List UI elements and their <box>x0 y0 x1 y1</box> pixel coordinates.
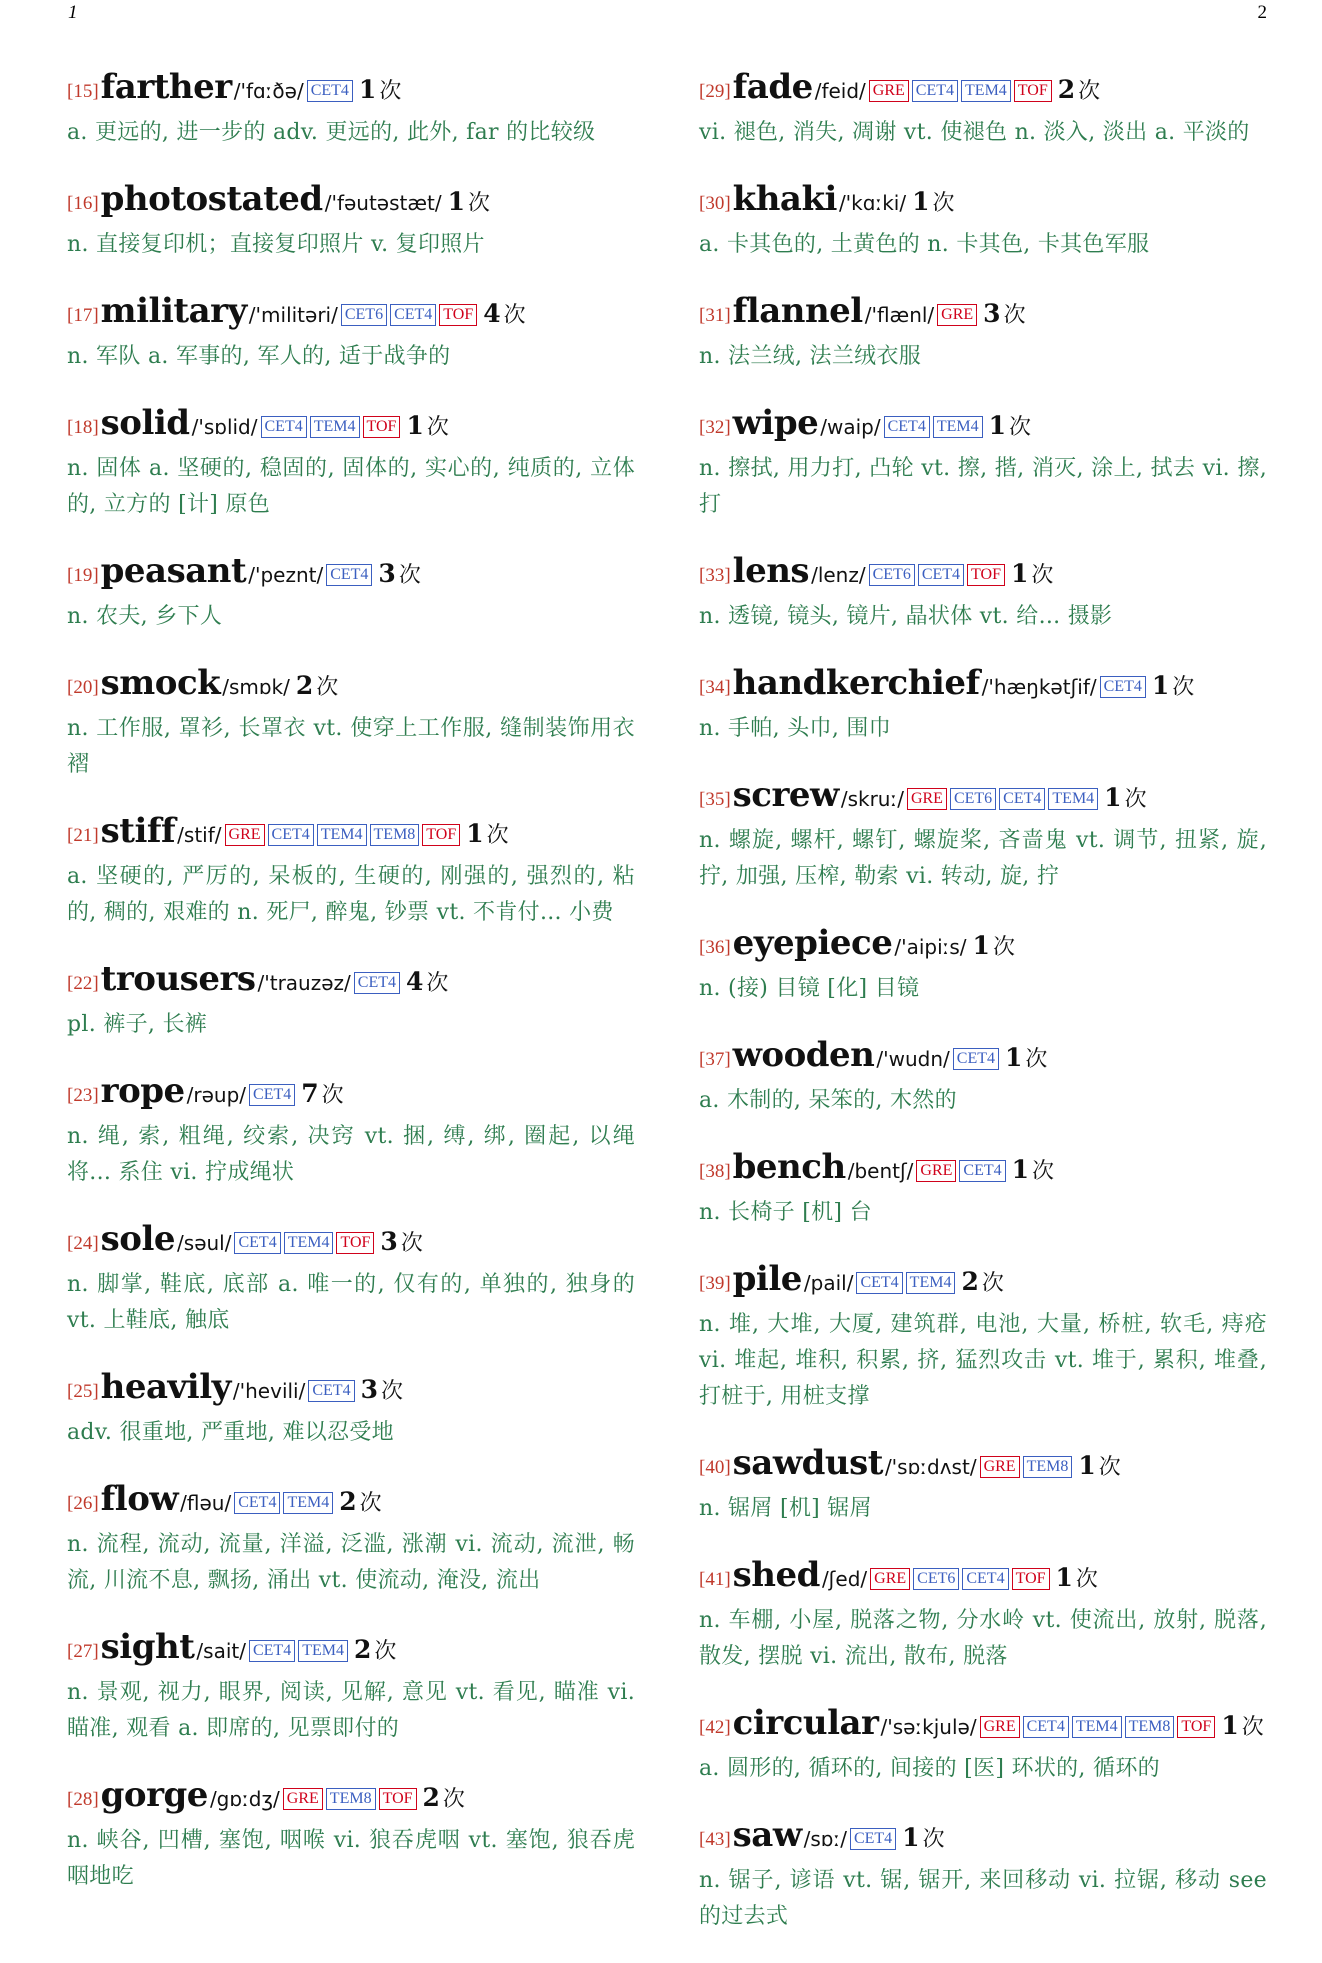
exam-tag-cet6: CET6 <box>341 304 387 326</box>
definition: n. 工作服, 罩衫, 长罩衣 vt. 使穿上工作服, 缝制装饰用衣褶 <box>67 716 635 777</box>
definition: a. 卡其色的, 土黄色的 n. 卡其色, 卡其色军服 <box>699 232 1150 257</box>
exam-tag-gre: GRE <box>937 304 977 326</box>
vocab-entry <box>699 1147 1267 1231</box>
occurrence-count: 1 <box>912 187 930 216</box>
headword: flannel <box>732 291 863 331</box>
headword: flow <box>100 1479 179 1519</box>
exam-tag-tof: TOF <box>439 304 477 326</box>
headword: military <box>100 291 247 331</box>
phonetic: /ʃed/ <box>821 1567 868 1591</box>
phonetic: /'peznt/ <box>248 563 324 587</box>
occurrence-unit: 次 <box>1098 1455 1121 1480</box>
entry-number: [38] <box>699 1161 731 1182</box>
entry-headline <box>67 551 635 597</box>
occurrence-count: 1 <box>1055 1563 1073 1592</box>
entry-headline <box>67 403 635 449</box>
definition: vi. 褪色, 消失, 凋谢 vt. 使褪色 n. 淡入, 淡出 a. 平淡的 <box>699 120 1250 145</box>
entry-number: [43] <box>699 1829 731 1850</box>
occurrence-count: 2 <box>961 1267 979 1296</box>
headword: smock <box>100 663 221 703</box>
occurrence-unit: 次 <box>1075 1567 1098 1592</box>
headword: farther <box>100 67 232 107</box>
exam-tag-cet4: CET4 <box>307 80 353 102</box>
entry-number: [23] <box>67 1085 99 1106</box>
exam-tag-cet4: CET4 <box>249 1084 295 1106</box>
entry-headline <box>699 663 1267 709</box>
occurrence-count: 3 <box>378 559 396 588</box>
vocab-entry <box>67 663 635 783</box>
headword: lens <box>732 551 810 591</box>
entry-headline <box>67 291 635 337</box>
phonetic: /stif/ <box>177 823 222 847</box>
headword: shed <box>732 1555 820 1595</box>
vocab-entry <box>699 67 1267 151</box>
phonetic: /waip/ <box>820 415 881 439</box>
vocab-entry <box>67 179 635 263</box>
exam-tag-tem4: TEM4 <box>317 824 367 846</box>
vocab-entry <box>699 1555 1267 1675</box>
exam-tag-cet4: CET4 <box>326 564 372 586</box>
phonetic: /'sɒːdʌst/ <box>884 1455 977 1479</box>
headword: sight <box>100 1627 195 1667</box>
definition: n. 流程, 流动, 流量, 洋溢, 泛滥, 涨潮 vi. 流动, 流泄, 畅流, 川流不息, 飘扬, 涌出 vt. 使流动, 淹没, 流出 <box>67 1532 635 1593</box>
headword: trousers <box>100 959 256 999</box>
occurrence-count: 4 <box>406 967 424 996</box>
exam-tag-gre: GRE <box>980 1716 1020 1738</box>
phonetic: /səul/ <box>177 1231 232 1255</box>
occurrence-unit: 次 <box>426 971 449 996</box>
occurrence-count: 1 <box>406 411 424 440</box>
entry-number: [19] <box>67 565 99 586</box>
exam-tag-cet4: CET4 <box>856 1272 902 1294</box>
phonetic: /pail/ <box>803 1271 854 1295</box>
occurrence-unit: 次 <box>468 191 491 216</box>
entry-headline <box>699 1259 1267 1305</box>
phonetic: /'flænl/ <box>864 303 935 327</box>
headword: peasant <box>100 551 247 591</box>
headword: wooden <box>732 1035 875 1075</box>
exam-tag-cet4: CET4 <box>1100 676 1146 698</box>
headword: solid <box>100 403 190 443</box>
vocab-entry <box>699 179 1267 263</box>
headword: photostated <box>100 179 323 219</box>
occurrence-unit: 次 <box>1241 1715 1264 1740</box>
headword: fade <box>732 67 813 107</box>
occurrence-unit: 次 <box>374 1639 397 1664</box>
headword: stiff <box>100 811 176 851</box>
entry-headline <box>67 179 635 225</box>
exam-tag-tem8: TEM8 <box>370 824 420 846</box>
headword: sole <box>100 1219 176 1259</box>
definition: n. (接) 目镜 [化] 目镜 <box>699 976 920 1001</box>
occurrence-count: 1 <box>972 931 990 960</box>
exam-tag-cet4: CET4 <box>234 1492 280 1514</box>
entry-headline <box>699 403 1267 449</box>
definition: n. 军队 a. 军事的, 军人的, 适于战争的 <box>67 344 451 369</box>
exam-tag-gre: GRE <box>869 80 909 102</box>
exam-tag-tof: TOF <box>363 416 401 438</box>
occurrence-count: 3 <box>983 299 1001 328</box>
entry-number: [28] <box>67 1789 99 1810</box>
exam-tag-cet4: CET4 <box>999 788 1045 810</box>
entry-headline <box>699 179 1267 225</box>
exam-tag-tem8: TEM8 <box>1023 1456 1073 1478</box>
definition: a. 坚硬的, 严厉的, 呆板的, 生硬的, 刚强的, 强烈的, 粘的, 稠的, 艰难的 n. 死尸, 醉鬼, 钞票 vt. 不肯付... 小费 <box>67 864 635 925</box>
occurrence-unit: 次 <box>1003 303 1026 328</box>
vocab-entry <box>67 959 635 1043</box>
exam-tag-tem4: TEM4 <box>933 416 983 438</box>
vocab-entry <box>699 1703 1267 1787</box>
definition: n. 车棚, 小屋, 脱落之物, 分水岭 vt. 使流出, 放射, 脱落, 散发, 摆脱 vi. 流出, 散布, 脱落 <box>699 1608 1267 1669</box>
headword: sawdust <box>732 1443 883 1483</box>
exam-tag-tof: TOF <box>1012 1568 1050 1590</box>
entry-headline <box>699 1703 1267 1749</box>
definition: n. 锯子, 谚语 vt. 锯, 锯开, 来回移动 vi. 拉锯, 移动 see 的过去式 <box>699 1868 1267 1929</box>
entry-headline <box>67 663 635 709</box>
occurrence-count: 4 <box>483 299 501 328</box>
exam-tag-gre: GRE <box>870 1568 910 1590</box>
headword: bench <box>732 1147 846 1187</box>
definition: n. 农夫, 乡下人 <box>67 604 223 629</box>
definition: pl. 裤子, 长裤 <box>67 1012 208 1037</box>
entry-headline <box>699 1555 1267 1601</box>
entry-number: [37] <box>699 1049 731 1070</box>
entry-headline <box>699 1035 1267 1081</box>
occurrence-unit: 次 <box>922 1827 945 1852</box>
occurrence-count: 1 <box>1151 671 1170 700</box>
exam-tag-tof: TOF <box>336 1232 374 1254</box>
phonetic: /'trauzəz/ <box>257 971 351 995</box>
definition: n. 擦拭, 用力打, 凸轮 vt. 擦, 揩, 消灭, 涂上, 拭去 vi. 擦, 打 <box>699 456 1267 517</box>
headword: khaki <box>732 179 837 219</box>
exam-tag-cet4: CET4 <box>962 1568 1008 1590</box>
phonetic: /'aipiːs/ <box>894 935 967 959</box>
occurrence-unit: 次 <box>932 191 955 216</box>
phonetic: /sait/ <box>196 1639 246 1663</box>
phonetic: /skruː/ <box>840 787 904 811</box>
phonetic: /'wudn/ <box>876 1047 950 1071</box>
vocab-entry <box>67 1775 635 1895</box>
occurrence-count: 2 <box>295 671 314 700</box>
exam-tag-tem4: TEM4 <box>961 80 1011 102</box>
vocab-entry <box>67 1071 635 1191</box>
vocab-entry <box>67 811 635 931</box>
vocab-entry <box>699 1443 1267 1527</box>
occurrence-unit: 次 <box>316 675 339 700</box>
definition: a. 圆形的, 循环的, 间接的 [医] 环状的, 循环的 <box>699 1756 1160 1781</box>
phonetic: /'militəri/ <box>248 303 338 327</box>
vocab-entry <box>699 923 1267 1007</box>
occurrence-count: 2 <box>422 1783 440 1812</box>
exam-tag-gre: GRE <box>916 1160 956 1182</box>
vocab-entry <box>699 1259 1267 1415</box>
phonetic: /'fɑːðə/ <box>233 79 304 103</box>
vocab-entry <box>699 291 1267 375</box>
entry-number: [36] <box>699 937 731 958</box>
phonetic: /sɒː/ <box>803 1827 847 1851</box>
phonetic: /smɒk/ <box>222 675 290 699</box>
occurrence-count: 1 <box>902 1823 920 1852</box>
exam-tag-cet4: CET4 <box>884 416 930 438</box>
headword: heavily <box>100 1367 231 1407</box>
phonetic: /'səːkjulə/ <box>880 1715 977 1739</box>
entry-number: [26] <box>67 1493 99 1514</box>
definition: n. 固体 a. 坚硬的, 稳固的, 固体的, 实心的, 纯质的, 立体的, 立方的 [计] 原色 <box>67 456 635 517</box>
left-column <box>67 67 635 1923</box>
phonetic: /lenz/ <box>811 563 866 587</box>
phonetic: /feid/ <box>814 79 866 103</box>
occurrence-unit: 次 <box>400 1231 423 1256</box>
entry-headline <box>699 1815 1267 1861</box>
entry-headline <box>67 1071 635 1117</box>
entry-headline <box>67 67 635 113</box>
entry-headline <box>699 291 1267 337</box>
entry-headline <box>67 1479 635 1525</box>
phonetic: /bentʃ/ <box>847 1159 914 1183</box>
entry-headline <box>699 67 1267 113</box>
definition: n. 脚掌, 鞋底, 底部 a. 唯一的, 仅有的, 单独的, 独身的 vt. 上鞋底, 触底 <box>67 1272 635 1333</box>
entry-number: [21] <box>67 825 99 846</box>
phonetic: /'hevili/ <box>232 1379 306 1403</box>
definition: n. 堆, 大堆, 大厦, 建筑群, 电池, 大量, 桥桩, 软毛, 痔疮 vi. 堆起, 堆积, 积累, 挤, 猛烈攻击 vt. 堆于, 累积, 堆叠, 打桩于, 用桩支撑 <box>699 1312 1267 1409</box>
entry-number: [30] <box>699 193 731 214</box>
entry-number: [41] <box>699 1569 731 1590</box>
entry-number: [39] <box>699 1273 731 1294</box>
exam-tag-cet4: CET4 <box>249 1640 295 1662</box>
headword: eyepiece <box>732 923 893 963</box>
definition: n. 长椅子 [机] 台 <box>699 1200 872 1225</box>
occurrence-count: 2 <box>1057 75 1076 104</box>
exam-tag-gre: GRE <box>225 824 265 846</box>
occurrence-unit: 次 <box>981 1271 1004 1296</box>
entry-number: [42] <box>699 1717 731 1738</box>
occurrence-unit: 次 <box>1124 787 1147 812</box>
occurrence-count: 2 <box>353 1635 372 1664</box>
entry-number: [35] <box>699 789 731 810</box>
occurrence-unit: 次 <box>1078 79 1101 104</box>
vocab-entry <box>67 1219 635 1339</box>
exam-tag-cet4: CET4 <box>953 1048 999 1070</box>
exam-tag-cet6: CET6 <box>869 564 915 586</box>
entry-headline <box>699 1147 1267 1193</box>
vocab-entry <box>67 1367 635 1451</box>
vocab-entry <box>699 551 1267 635</box>
exam-tag-cet4: CET4 <box>912 80 958 102</box>
vocab-entry <box>699 663 1267 747</box>
definition: n. 峡谷, 凹槽, 塞饱, 咽喉 vi. 狼吞虎咽 vt. 塞饱, 狼吞虎咽地吃 <box>67 1828 635 1889</box>
vocab-entry <box>67 1479 635 1599</box>
entry-headline <box>67 1219 635 1265</box>
exam-tag-cet4: CET4 <box>268 824 314 846</box>
definition: n. 法兰绒, 法兰绒衣服 <box>699 344 922 369</box>
exam-tag-tem4: TEM4 <box>298 1640 348 1662</box>
entry-number: [18] <box>67 417 99 438</box>
occurrence-count: 1 <box>1104 783 1122 812</box>
occurrence-count: 3 <box>360 1375 378 1404</box>
occurrence-count: 1 <box>988 411 1006 440</box>
entry-number: [16] <box>67 193 99 214</box>
occurrence-count: 1 <box>447 187 465 216</box>
occurrence-unit: 次 <box>379 79 402 104</box>
definition: a. 木制的, 呆笨的, 木然的 <box>699 1088 957 1113</box>
entry-headline <box>67 959 635 1005</box>
occurrence-unit: 次 <box>1009 415 1032 440</box>
occurrence-count: 1 <box>1078 1451 1096 1480</box>
entry-headline <box>67 1775 635 1821</box>
entry-number: [40] <box>699 1457 731 1478</box>
occurrence-count: 1 <box>1005 1043 1023 1072</box>
occurrence-unit: 次 <box>992 935 1015 960</box>
occurrence-unit: 次 <box>442 1787 465 1812</box>
entry-headline <box>699 923 1267 969</box>
vocab-entry <box>67 291 635 375</box>
entry-number: [15] <box>67 81 99 102</box>
phonetic: /'sɒlid/ <box>191 415 258 439</box>
definition: adv. 很重地, 严重地, 难以忍受地 <box>67 1420 394 1445</box>
occurrence-unit: 次 <box>486 823 509 848</box>
exam-tag-cet4: CET4 <box>918 564 964 586</box>
phonetic: /'fəutəstæt/ <box>324 191 442 215</box>
entry-number: [20] <box>67 677 99 698</box>
occurrence-count: 1 <box>1011 1155 1030 1184</box>
headword: screw <box>732 775 839 815</box>
right-column <box>699 67 1267 1963</box>
occurrence-unit: 次 <box>426 415 449 440</box>
definition: n. 手帕, 头巾, 围巾 <box>699 716 892 741</box>
vocab-entry <box>699 775 1267 895</box>
entry-number: [22] <box>67 973 99 994</box>
entry-headline <box>67 1367 635 1413</box>
entry-number: [25] <box>67 1381 99 1402</box>
exam-tag-cet4: CET4 <box>959 1160 1005 1182</box>
entry-number: [34] <box>699 677 731 698</box>
phonetic: /gɒːdʒ/ <box>209 1787 280 1811</box>
occurrence-count: 7 <box>301 1079 319 1108</box>
occurrence-count: 1 <box>1221 1711 1239 1740</box>
definition: n. 直接复印机；直接复印照片 v. 复印照片 <box>67 232 485 257</box>
occurrence-unit: 次 <box>1172 675 1195 700</box>
exam-tag-tem4: TEM4 <box>1048 788 1098 810</box>
vocab-entry <box>67 67 635 151</box>
headword: wipe <box>732 403 819 443</box>
entry-number: [33] <box>699 565 731 586</box>
headword: pile <box>732 1259 802 1299</box>
exam-tag-tem4: TEM4 <box>284 1232 334 1254</box>
occurrence-count: 1 <box>1010 559 1029 588</box>
entry-headline <box>699 1443 1267 1489</box>
exam-tag-tem4: TEM4 <box>1072 1716 1122 1738</box>
exam-tag-tem4: TEM4 <box>283 1492 333 1514</box>
occurrence-unit: 次 <box>380 1379 403 1404</box>
entry-headline <box>699 775 1267 821</box>
vocab-entry <box>699 1815 1267 1935</box>
entry-number: [24] <box>67 1233 99 1254</box>
occurrence-count: 1 <box>466 819 484 848</box>
exam-tag-cet4: CET4 <box>234 1232 280 1254</box>
vocab-entry <box>67 1627 635 1747</box>
entry-number: [17] <box>67 305 99 326</box>
exam-tag-cet4: CET4 <box>261 416 307 438</box>
occurrence-unit: 次 <box>321 1083 344 1108</box>
vocab-entry <box>67 551 635 635</box>
entry-number: [32] <box>699 417 731 438</box>
exam-tag-cet4: CET4 <box>308 1380 354 1402</box>
occurrence-count: 3 <box>380 1227 398 1256</box>
vocab-entry <box>67 403 635 523</box>
headword: saw <box>732 1815 802 1855</box>
definition: n. 绳, 索, 粗绳, 绞索, 决窍 vt. 捆, 缚, 绑, 圈起, 以绳将... 系住 vi. 拧成绳状 <box>67 1124 635 1185</box>
occurrence-unit: 次 <box>1031 563 1054 588</box>
definition: n. 透镜, 镜头, 镜片, 晶状体 vt. 给... 摄影 <box>699 604 1113 629</box>
definition: n. 锯屑 [机] 锯屑 <box>699 1496 872 1521</box>
exam-tag-cet4: CET4 <box>390 304 436 326</box>
vocab-entry <box>699 1035 1267 1119</box>
headword: circular <box>732 1703 879 1743</box>
definition: n. 螺旋, 螺杆, 螺钉, 螺旋桨, 吝啬鬼 vt. 调节, 扭紧, 旋, 拧, 加强, 压榨, 勒索 vi. 转动, 旋, 拧 <box>699 828 1267 889</box>
vocab-entry <box>699 403 1267 523</box>
phonetic: /fləu/ <box>180 1491 232 1515</box>
entry-number: [31] <box>699 305 731 326</box>
exam-tag-gre: GRE <box>907 788 947 810</box>
occurrence-unit: 次 <box>1032 1159 1055 1184</box>
entry-number: [27] <box>67 1641 99 1662</box>
phonetic: /'hæŋkətʃif/ <box>981 675 1097 699</box>
entry-number: [29] <box>699 81 731 102</box>
exam-tag-cet4: CET4 <box>1023 1716 1069 1738</box>
exam-tag-cet6: CET6 <box>950 788 996 810</box>
occurrence-count: 1 <box>358 75 377 104</box>
exam-tag-cet4: CET4 <box>354 972 400 994</box>
exam-tag-cet4: CET4 <box>850 1828 896 1850</box>
occurrence-count: 2 <box>339 1487 357 1516</box>
exam-tag-tem4: TEM4 <box>906 1272 956 1294</box>
exam-tag-tem8: TEM8 <box>326 1788 376 1810</box>
exam-tag-tem8: TEM8 <box>1125 1716 1175 1738</box>
occurrence-unit: 次 <box>1025 1047 1048 1072</box>
entry-headline <box>699 551 1267 597</box>
headword: rope <box>100 1071 185 1111</box>
headword: gorge <box>100 1775 208 1815</box>
exam-tag-tof: TOF <box>422 824 460 846</box>
exam-tag-gre: GRE <box>283 1788 323 1810</box>
exam-tag-cet6: CET6 <box>913 1568 959 1590</box>
occurrence-unit: 次 <box>398 563 421 588</box>
exam-tag-tof: TOF <box>379 1788 417 1810</box>
entry-headline <box>67 1627 635 1673</box>
definition: a. 更远的, 进一步的 adv. 更远的, 此外, far 的比较级 <box>67 120 596 145</box>
headword: handkerchief <box>732 663 980 703</box>
exam-tag-tof: TOF <box>1014 80 1052 102</box>
exam-tag-tem4: TEM4 <box>310 416 360 438</box>
exam-tag-gre: GRE <box>980 1456 1020 1478</box>
page-number-left: 1 <box>68 2 78 23</box>
occurrence-unit: 次 <box>359 1491 382 1516</box>
page-number-right: 2 <box>1257 2 1267 23</box>
entry-headline <box>67 811 635 857</box>
definition: n. 景观, 视力, 眼界, 阅读, 见解, 意见 vt. 看见, 瞄准 vi. 瞄准, 观看 a. 即席的, 见票即付的 <box>67 1680 635 1741</box>
phonetic: /'kɑːki/ <box>838 191 907 215</box>
exam-tag-tof: TOF <box>1177 1716 1215 1738</box>
exam-tag-tof: TOF <box>967 564 1005 586</box>
occurrence-unit: 次 <box>503 303 526 328</box>
phonetic: /rəup/ <box>186 1083 247 1107</box>
